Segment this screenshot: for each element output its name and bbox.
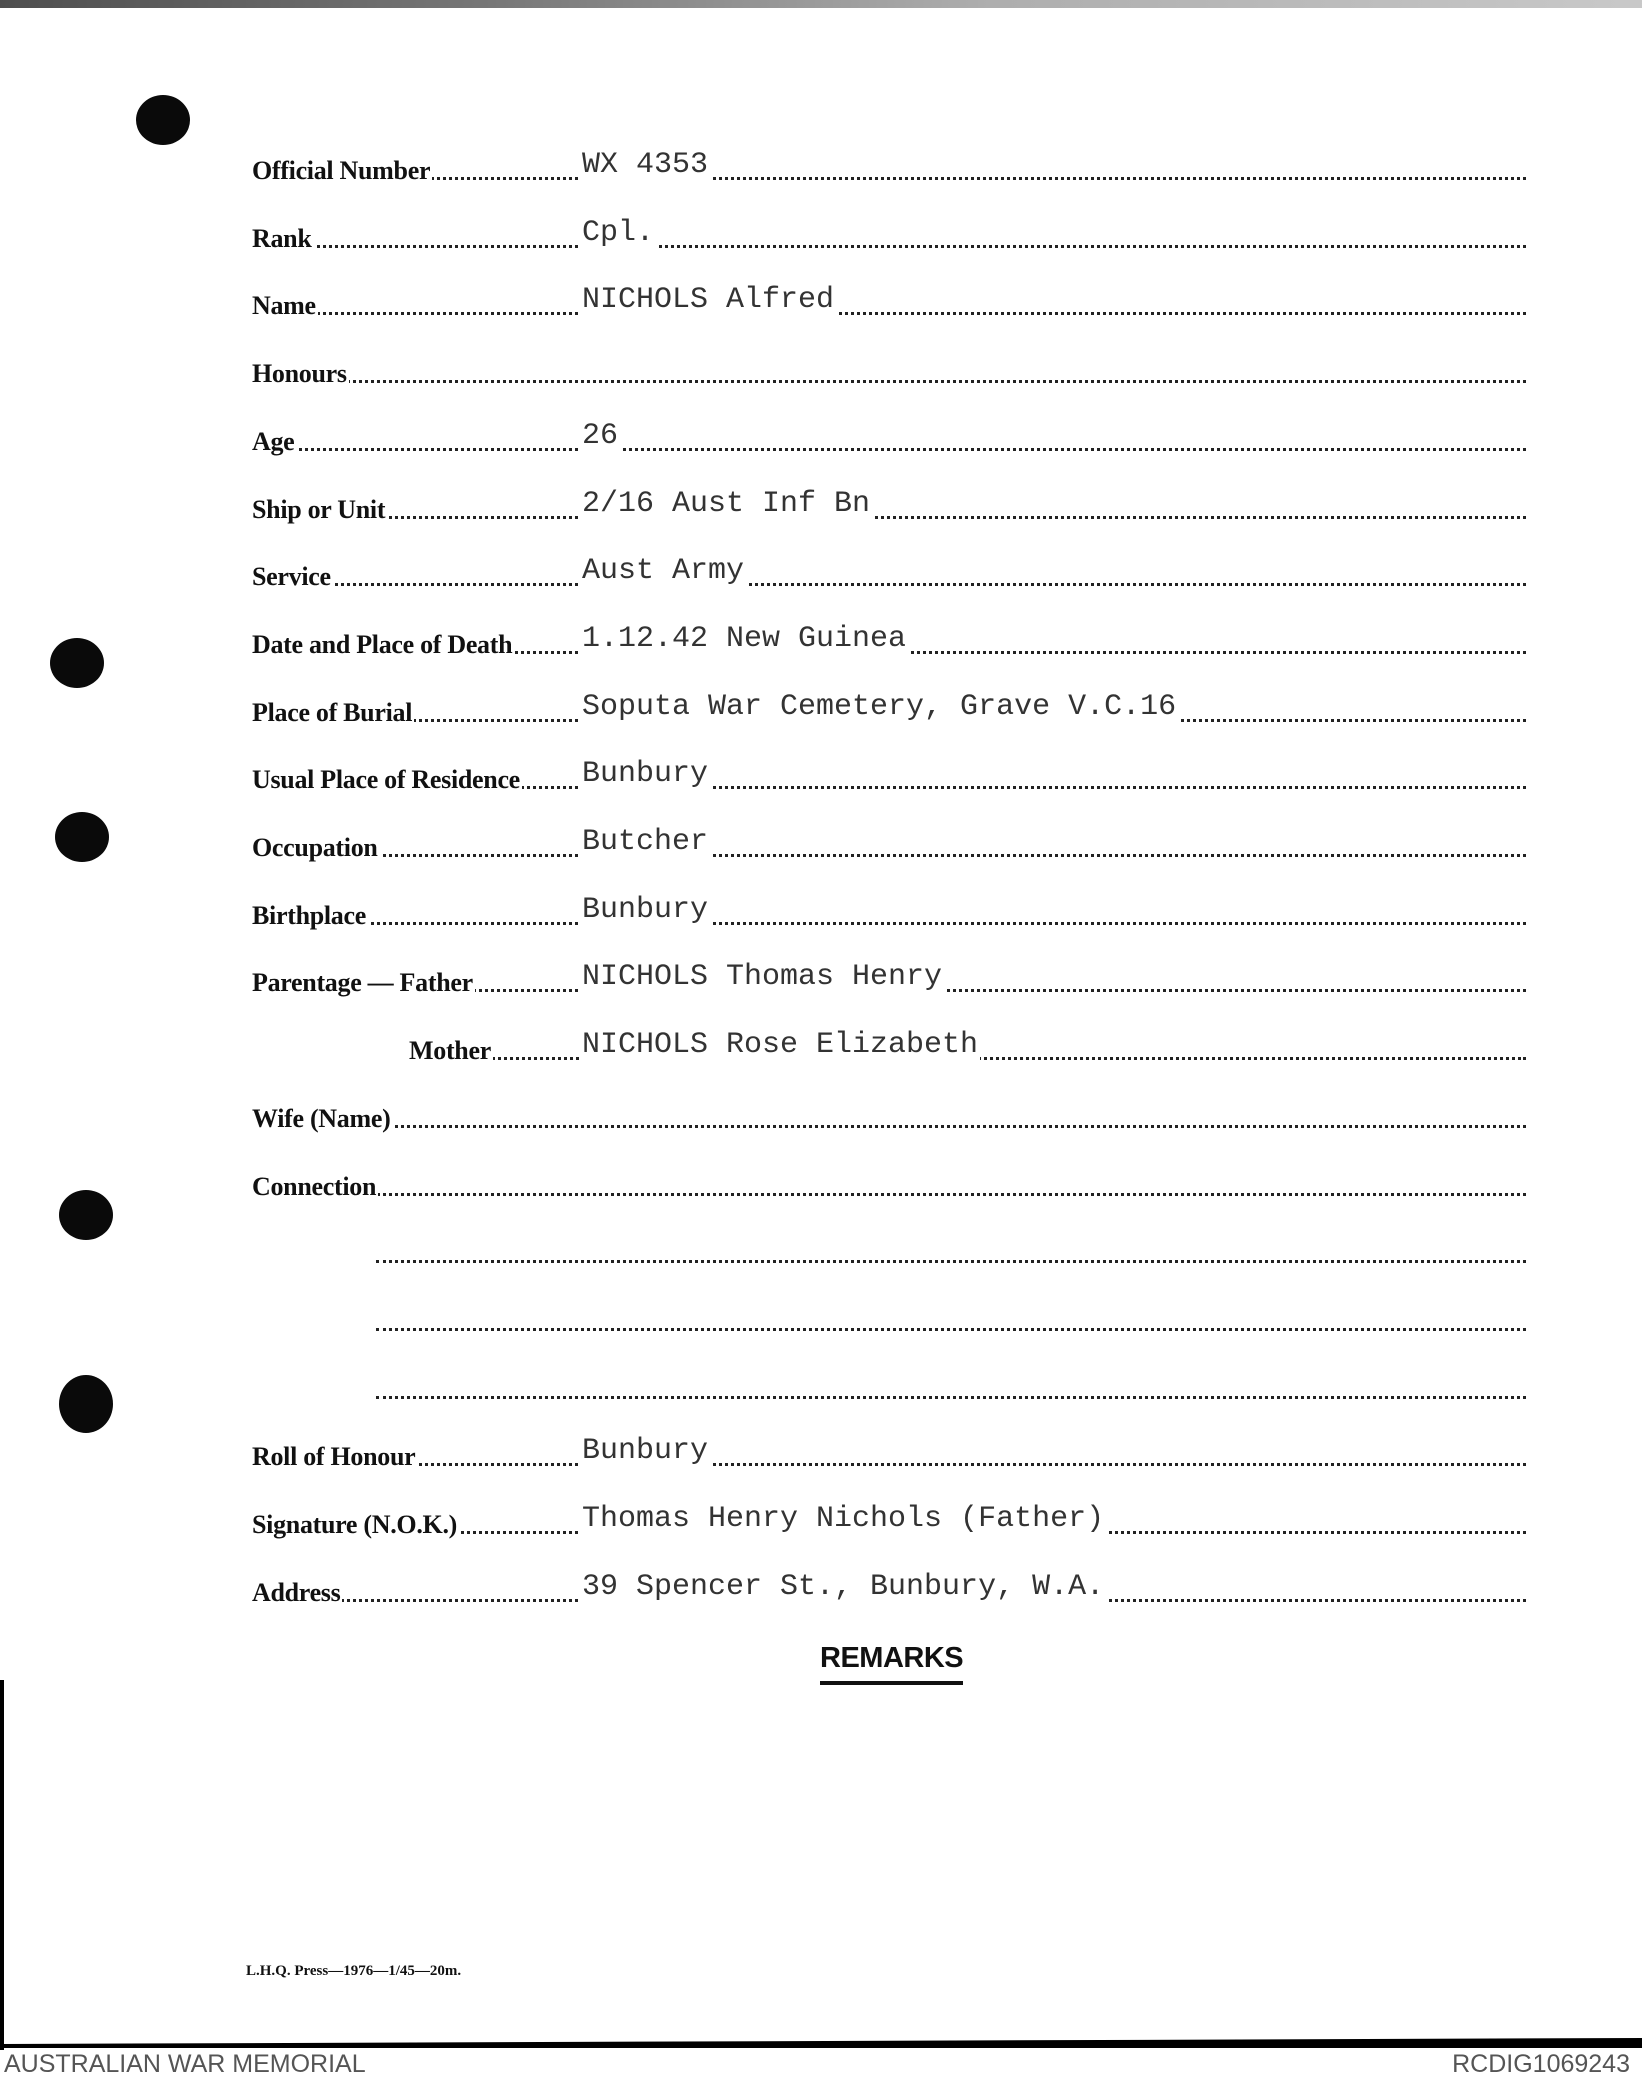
dotted-leader-line xyxy=(252,922,1526,925)
field-label: Parentage — Father xyxy=(252,968,473,998)
form-row xyxy=(0,1162,1642,1202)
field-value: Thomas Henry Nichols (Father) xyxy=(582,1502,1105,1536)
form-row xyxy=(0,146,1642,186)
dotted-leader-line xyxy=(252,854,1526,857)
field-label: Place of Burial xyxy=(252,697,413,727)
form-row xyxy=(0,1500,1642,1540)
field-value: Soputa War Cemetery, Grave V.C.16 xyxy=(582,689,1177,724)
form-row xyxy=(0,214,1642,254)
field-value: 2/16 Aust Inf Bn xyxy=(582,486,871,521)
field-value: 39 Spencer St., Bunbury, W.A. xyxy=(582,1569,1105,1604)
field-label: Birthplace xyxy=(252,900,366,930)
field-label: Usual Place of Residence xyxy=(252,765,520,795)
dotted-leader-line xyxy=(252,516,1526,519)
form-row xyxy=(0,688,1642,728)
field-label: Address xyxy=(252,1577,341,1607)
field-value: 1.12.42 New Guinea xyxy=(582,621,907,656)
field-value: WX 4353 xyxy=(582,148,709,182)
punch-hole xyxy=(136,95,190,145)
form-row xyxy=(0,620,1642,660)
form-row xyxy=(0,552,1642,592)
field-value: Aust Army xyxy=(582,554,745,589)
form-row xyxy=(0,1026,1642,1066)
field-value: Bunbury xyxy=(582,892,709,927)
dotted-leader-line xyxy=(252,312,1526,315)
field-value: 26 xyxy=(582,418,619,453)
field-value: Bunbury xyxy=(582,757,709,792)
footer-institution: AUSTRALIAN WAR MEMORIAL xyxy=(4,2050,366,2078)
form-row xyxy=(0,1365,1642,1405)
scan-bottom-edge xyxy=(0,2038,1642,2048)
form-row xyxy=(0,1297,1642,1337)
field-value: Cpl. xyxy=(582,215,655,250)
field-label: Signature (N.O.K.) xyxy=(252,1510,458,1539)
field-label: Honours xyxy=(252,359,347,389)
form-row xyxy=(0,1094,1642,1134)
field-label: Rank xyxy=(252,223,312,253)
scan-left-edge xyxy=(0,1680,4,2050)
dotted-leader-line xyxy=(252,380,1526,383)
dotted-leader-line xyxy=(252,583,1526,586)
dotted-leader-line xyxy=(252,1463,1526,1466)
form-row xyxy=(0,1568,1642,1608)
form-row xyxy=(0,958,1642,998)
dotted-leader-line xyxy=(252,177,1526,180)
scan-top-edge xyxy=(0,0,1642,8)
field-label: Connection xyxy=(252,1171,377,1201)
form-row xyxy=(0,1432,1642,1472)
field-value: NICHOLS Alfred xyxy=(582,283,835,318)
field-value: NICHOLS Thomas Henry xyxy=(582,960,943,995)
form-row xyxy=(0,891,1642,931)
form-row xyxy=(0,485,1642,525)
dotted-leader-line xyxy=(252,1193,1526,1196)
field-label: Service xyxy=(252,562,331,592)
field-label: Mother xyxy=(409,1036,491,1066)
field-value: Butcher xyxy=(582,825,709,859)
dotted-leader-line xyxy=(376,1396,1526,1399)
field-value: Bunbury xyxy=(582,1434,709,1469)
form-row xyxy=(0,417,1642,457)
field-label: Roll of Honour xyxy=(252,1442,416,1472)
printer-imprint: L.H.Q. Press—1976—1/45—20m. xyxy=(246,1963,462,1979)
form-row xyxy=(0,349,1642,389)
field-label: Age xyxy=(252,426,295,456)
form-row xyxy=(0,823,1642,863)
field-value: NICHOLS Rose Elizabeth xyxy=(582,1028,979,1063)
footer-record-id: RCDIG1069243 xyxy=(1452,2050,1630,2078)
form-row xyxy=(0,281,1642,321)
field-label: Wife (Name) xyxy=(252,1103,391,1133)
dotted-leader-line xyxy=(376,1328,1526,1331)
dotted-leader-line xyxy=(252,448,1526,451)
dotted-leader-line xyxy=(376,1260,1526,1263)
form-row xyxy=(0,1229,1642,1269)
dotted-leader-line xyxy=(252,245,1526,248)
form-row xyxy=(0,755,1642,795)
dotted-leader-line xyxy=(252,1125,1526,1128)
field-label: Official Number xyxy=(252,156,431,185)
remarks-heading: REMARKS xyxy=(820,1642,963,1685)
field-label: Name xyxy=(252,291,316,321)
field-label: Ship or Unit xyxy=(252,494,386,524)
field-label: Occupation xyxy=(252,833,378,862)
field-label: Date and Place of Death xyxy=(252,629,513,659)
